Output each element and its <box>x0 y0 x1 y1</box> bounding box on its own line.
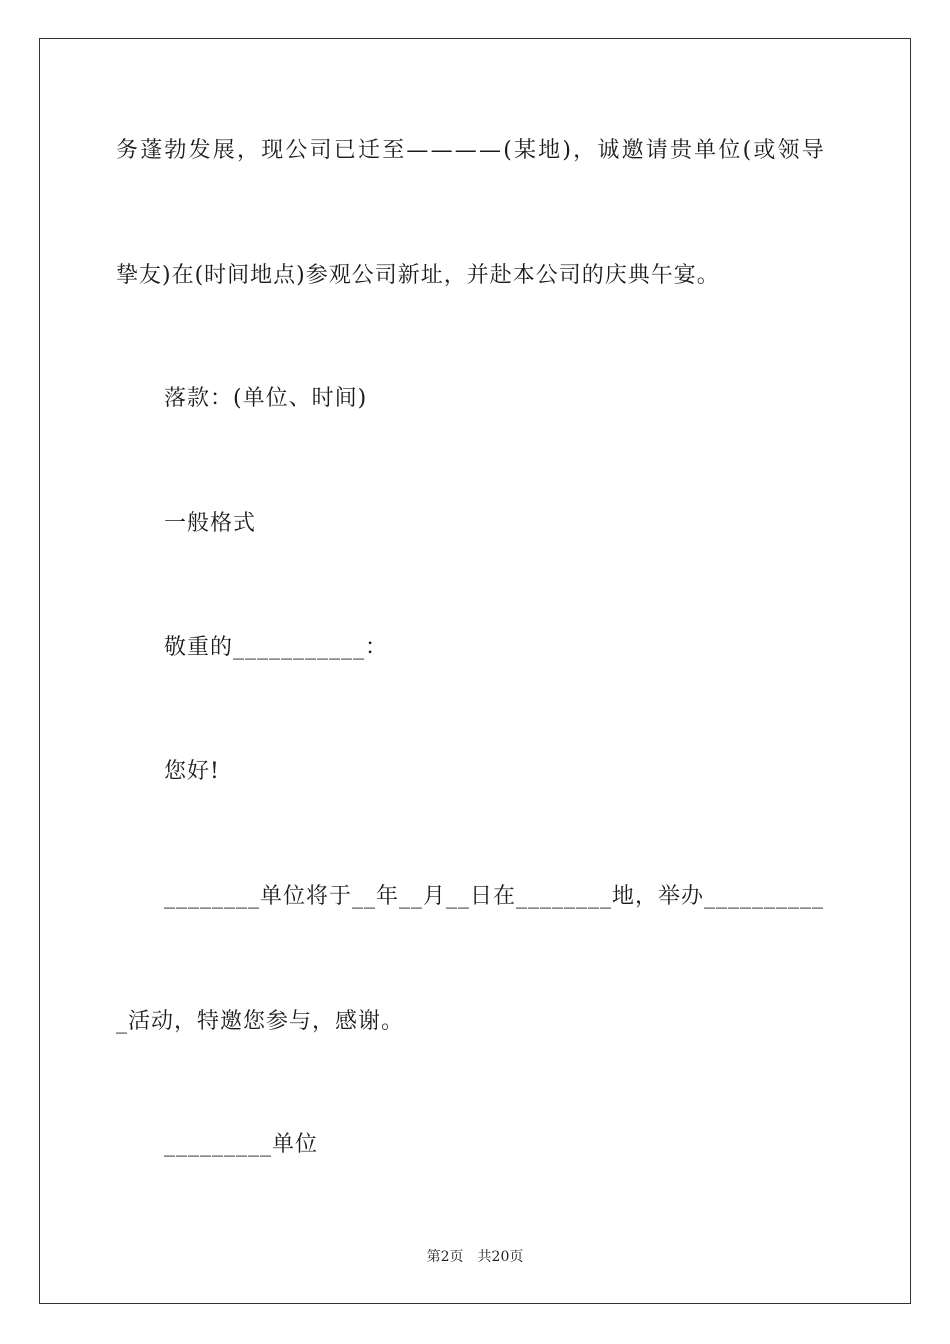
salutation-line: 敬重的___________： <box>164 635 389 660</box>
page-border <box>39 38 911 1304</box>
total-pages: 共20页 <box>477 1249 524 1265</box>
page-number: 第2页 <box>426 1249 464 1265</box>
body-line-2: 挚友)在(时间地点)参观公司新址，并赴本公司的庆典午宴。 <box>116 263 720 288</box>
invitation-line-1: ________单位将于__年__月__日在________地，举办__________ <box>164 884 825 909</box>
page-footer <box>0 1247 950 1267</box>
invitation-line-2: _活动，特邀您参与，感谢。 <box>116 1009 405 1034</box>
greeting-line: 您好! <box>164 759 220 784</box>
section-heading-general-format: 一般格式 <box>164 511 257 536</box>
body-line-1: 务蓬勃发展，现公司已迁至————(某地)，诚邀请贵单位(或领导 <box>116 138 826 163</box>
signature-note: 落款：(单位、时间) <box>164 386 368 411</box>
signature-unit-line: _________单位 <box>164 1132 319 1157</box>
